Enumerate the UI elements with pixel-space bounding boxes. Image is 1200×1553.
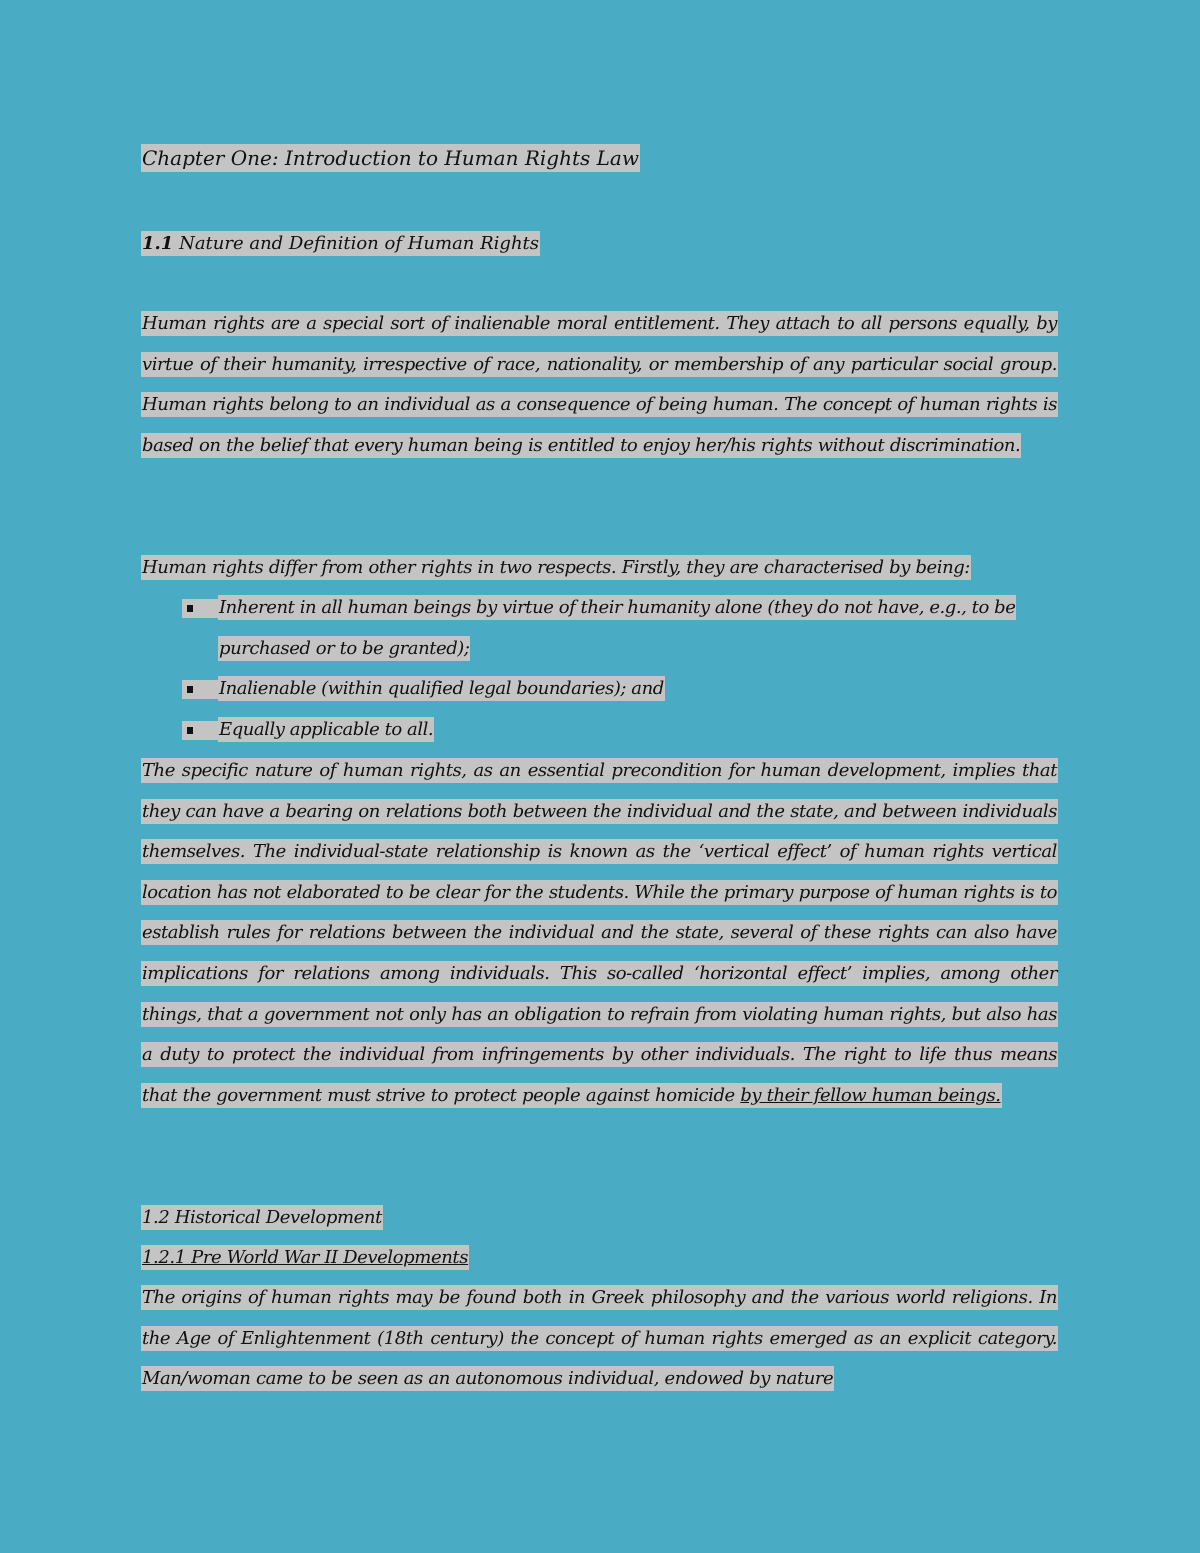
bullet-icon — [182, 721, 218, 740]
paragraph-vertical-horizontal-effect: The specific nature of human rights, as an essential precondition for human development, implies that they can have a bearing on relations both between the individual and the state, and between individuals themselves. The individual-state relationship is known as the ‘vertical effect’ of human rights vertical location has not elaborated to be clear for the students. While the primary purpose of human rights is to establish rules for relations between the individual and the state, several of these rights can also have implications for relations among individuals. This so-called ‘horizontal effect’ implies, among other things, that a government not only has an obligation to refrain from violating human rights, but also has a duty to protect the individual from infringements by other individuals. The right to life thus means that the government must strive to protect people against homicide by their fellow human beings. — [142, 760, 1057, 1106]
paragraph-historical-origins: The origins of human rights may be found both in Greek philosophy and the various world religions. In the Age of Enlightenment (18th century) the concept of human rights emerged as an explicit category. Man/woman came to be seen as an autonomous individual, endowed by nature — [142, 1287, 1057, 1390]
list-item: Inherent in all human beings by virtue of their humanity alone (they do not have, e.g., to be purchased or to be granted); — [182, 588, 1058, 669]
paragraph-definition: Human rights are a special sort of inalienable moral entitlement. They attach to all persons equally, by virtue of their humanity, irrespective of race, nationality, or membership of any particular social group. Human rights belong to an individual as a consequence of being human. The concept of human rights is based on the belief that every human being is entitled to enjoy her/his rights without discrimination. — [142, 313, 1057, 456]
section-heading-1-1 — [141, 228, 1058, 260]
section-heading-1-2-1: 1.2.1 Pre World War II Developments — [142, 1247, 469, 1268]
bullet-icon — [182, 599, 218, 618]
list-item: Inalienable (within qualified legal boundaries); and — [182, 669, 1058, 710]
paragraph-differences: Human rights differ from other rights in two respects. Firstly, they are characterised by being: — [142, 557, 970, 578]
section-title: Nature and Definition of Human Rights — [179, 233, 540, 254]
characteristics-list — [182, 588, 1058, 750]
section-heading-1-2: 1.2 Historical Development — [142, 1207, 382, 1228]
list-item: Equally applicable to all. — [182, 710, 1058, 751]
chapter-title: Chapter One: Introduction to Human Rights Law — [142, 146, 639, 170]
underlined-text: by their fellow human beings. — [740, 1084, 1001, 1106]
section-number: 1.1 — [142, 233, 174, 254]
bullet-icon — [182, 680, 218, 699]
